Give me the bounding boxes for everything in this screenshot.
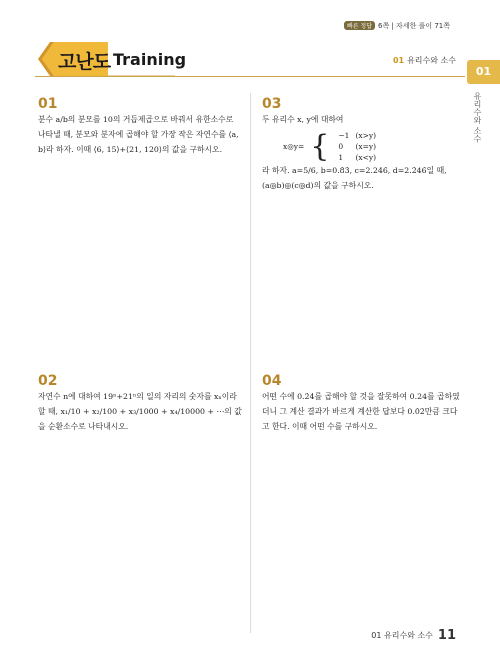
case-row: −1 (x>y) (338, 131, 377, 140)
answer-reference (344, 21, 450, 31)
page-footer (371, 628, 456, 643)
chapter-tab: 01 (467, 60, 500, 84)
problem-02 (38, 373, 243, 434)
problem-text: 라 하자. a=5/6, b=0.8̇3̇, c=2.24̇6̇, d=2.2̇46̇일 때, (a◎b)◎(c◎d)의 값을 구하시오. (262, 166, 447, 190)
chapter-number: 01 (392, 56, 405, 65)
problem-text: 어떤 수에 0.2̇4̇를 곱해야 할 것을 잘못하여 0.24를 곱하였더니 그 계산 결과가 바르게 계산한 답보다 0.0̇2̇만큼 크다고 한다. 이때 어떤 수를 구하시오. (262, 392, 460, 431)
column-divider (250, 93, 251, 633)
answer-reference-text: 6쪽 | 자세한 풀이 71쪽 (378, 22, 450, 30)
problem-number: 01 (38, 96, 58, 112)
problem-text: 자연수 n에 대하여 19ⁿ+21ⁿ의 일의 자리의 숫자를 xₙ이라 할 때, x₁/10 + x₂/100 + x₃/1000 + x₄/10000 + ⋯의 값을 순환소수로 나타내시오. (38, 392, 242, 431)
case-row: 0 (x=y) (338, 142, 377, 151)
brace: { (310, 128, 330, 164)
chapter-title: 유리수와 소수 (407, 56, 456, 65)
section-banner (38, 40, 187, 78)
problem-number: 02 (38, 373, 58, 389)
problem-number: 04 (262, 373, 282, 389)
problem-01 (38, 96, 243, 157)
piecewise-lhs: x◎y= (283, 142, 305, 151)
problem-intro: 두 유리수 x, y에 대하여 (262, 115, 344, 124)
problem-text: 분수 a/b의 분모를 10의 거듭제곱으로 바꿔서 유한소수로 나타낼 때, 분모와 분자에 곱해야 할 가장 작은 자연수를 ⟨a, b⟩라 하자. 이때 ⟨6, 15⟩+⟨21, 120⟩의 값을 구하시오. (38, 115, 239, 154)
chapter-tab-label: 유리수와 소수 (473, 92, 482, 143)
page-number: 11 (437, 628, 456, 643)
problem-number: 03 (262, 96, 282, 112)
piecewise-definition (280, 130, 462, 163)
footer-chapter: 01 유리수와 소수 (371, 631, 433, 640)
problem-04 (262, 373, 462, 434)
section-title: 고난도 (58, 51, 111, 73)
section-title-en: Training (113, 50, 187, 69)
chapter-label (393, 55, 456, 66)
quick-answer-pill: 빠른 정답 (344, 21, 375, 30)
header-divider (35, 76, 465, 77)
problem-03 (262, 96, 462, 193)
case-row: 1 (x<y) (338, 153, 377, 162)
